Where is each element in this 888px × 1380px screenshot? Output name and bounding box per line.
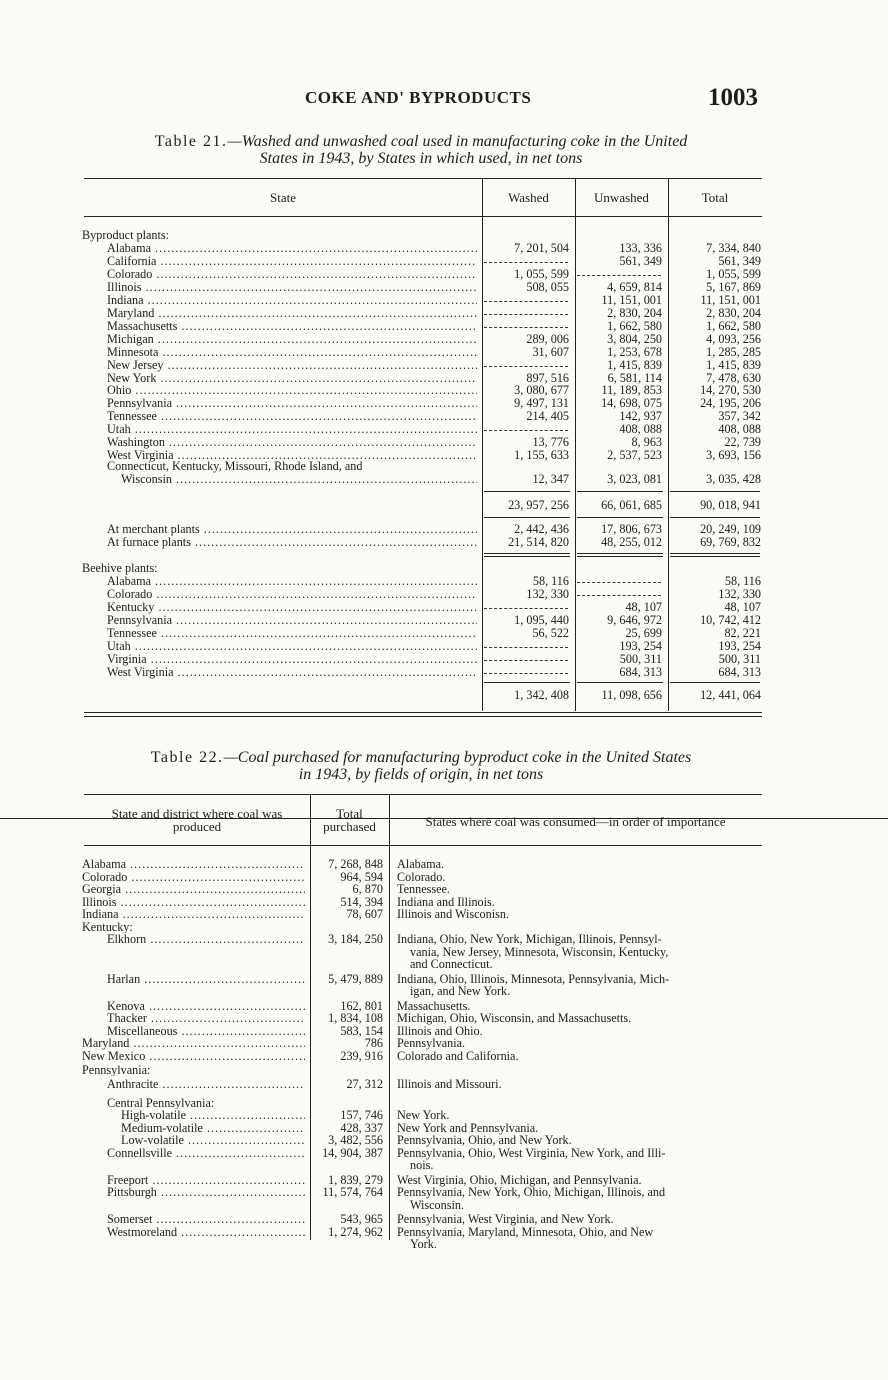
col-header-origin-line1: State and district where coal was [111, 806, 283, 821]
empty-cell-dashes [484, 366, 568, 367]
cell-state: Illinois ..... [107, 281, 477, 294]
table-row [0, 1037, 888, 1050]
table-row [0, 666, 888, 679]
cell-state: West Virginia ..... [107, 666, 477, 679]
subtotal-rule [577, 491, 663, 492]
cell-unwashed: 684, 313 [619, 664, 662, 679]
table-row [0, 473, 888, 486]
cell-state: Colorado ..... [107, 588, 477, 601]
cell-total: 2, 830, 204 [706, 305, 761, 320]
cell-unwashed: 48, 255, 012 [601, 535, 662, 549]
consumed-line: West Virginia, Ohio, Michigan, and Pennsylvania. [397, 1172, 642, 1187]
table-row [0, 883, 888, 896]
subtotal-rule [577, 556, 663, 557]
cell-purchased: 239, 916 [340, 1048, 383, 1063]
cell-origin: Pittsburgh ..... [107, 1186, 305, 1199]
cell-unwashed: 11, 151, 001 [601, 292, 662, 307]
table-row [0, 268, 888, 281]
beehive-total-row [0, 689, 888, 702]
subtotal-rule [577, 682, 663, 683]
cell-state: Indiana ..... [107, 294, 477, 307]
cell-total: 4, 093, 256 [706, 331, 761, 346]
cell-consumed [397, 1213, 762, 1226]
cell-origin: Alabama ..... [82, 858, 305, 871]
cell-total: 1, 662, 580 [706, 318, 761, 333]
empty-cell-dashes [484, 660, 568, 661]
cell-total: 22, 739 [724, 435, 761, 450]
cell-unwashed: 17, 806, 673 [601, 522, 662, 536]
cell-state: Ohio ..... [107, 384, 477, 397]
page-number: 1003 [708, 84, 758, 111]
cell-unwashed: 25, 699 [625, 625, 662, 640]
empty-cell-dashes [577, 275, 661, 276]
cell-consumed [397, 1037, 762, 1050]
cell-total: 408, 088 [718, 422, 761, 437]
table-row [0, 320, 888, 333]
cell-purchased: 157, 746 [340, 1108, 383, 1122]
cell-purchased: 1, 839, 279 [328, 1172, 383, 1187]
cell-purchased: 11, 574, 764 [322, 1185, 383, 1199]
multi-state-line1: Connecticut, Kentucky, Missouri, Rhode Island, and [107, 460, 363, 473]
cell-unwashed: 1, 253, 678 [607, 344, 662, 359]
cell-state: Utah ..... [107, 423, 477, 436]
cell-unwashed: 193, 254 [619, 638, 662, 653]
merchant-label: At merchant plants ..... [107, 523, 477, 536]
cell-unwashed: 66, 061, 685 [601, 498, 662, 512]
cell-unwashed: 3, 023, 081 [607, 472, 662, 486]
col-header-consumed: States where coal was consumed—in order of importance [425, 814, 726, 829]
cell-origin: Kentucky: [82, 920, 133, 933]
cell-unwashed: 14, 698, 075 [601, 396, 662, 411]
col-header-origin-line2: produced [172, 819, 222, 834]
cell-total: 5, 167, 869 [706, 279, 761, 294]
cell-washed: 1, 155, 633 [514, 448, 569, 463]
table22-header-rule [84, 845, 762, 846]
consumed-line: Colorado and California. [397, 1048, 519, 1063]
cell-washed: 1, 055, 599 [514, 266, 569, 281]
cell-origin: Anthracite ..... [107, 1078, 305, 1091]
cell-purchased: 786 [364, 1036, 383, 1050]
cell-state: New Jersey ..... [107, 359, 477, 372]
table-row [0, 255, 888, 268]
cell-total: 1, 415, 839 [706, 357, 761, 372]
cell-unwashed: 133, 336 [619, 241, 662, 255]
cell-state: Pennsylvania ..... [107, 614, 477, 627]
cell-washed: 56, 522 [532, 625, 569, 640]
cell-washed: 1, 095, 440 [514, 612, 569, 627]
empty-cell-dashes [484, 314, 568, 315]
cell-origin: Thacker ..... [107, 1012, 305, 1025]
cell-state: Tennessee ..... [107, 410, 477, 423]
cell-washed: 289, 006 [526, 331, 569, 346]
table-row [0, 1147, 888, 1172]
table-row [0, 1134, 888, 1147]
cell-origin: Central Pennsylvania: [107, 1096, 215, 1109]
cell-consumed [397, 1186, 762, 1211]
cell-total: 3, 693, 156 [706, 448, 761, 463]
cell-state: West Virginia ..... [107, 449, 477, 462]
running-title: COKE AND' BYPRODUCTS [305, 88, 532, 107]
table22-caption-line2: in 1943, by fields of origin, in net tons [298, 766, 544, 783]
consumed-line: Massachusetts. [397, 998, 471, 1013]
cell-consumed [397, 1078, 762, 1091]
table-row [0, 1050, 888, 1063]
cell-washed: 214, 405 [526, 409, 569, 424]
empty-cell-dashes [484, 301, 568, 302]
cell-total: 14, 270, 530 [700, 383, 761, 398]
table-row [0, 601, 888, 614]
cell-state: Colorado ..... [107, 268, 477, 281]
cell-state: Alabama ..... [107, 575, 477, 588]
cell-washed: 132, 330 [526, 586, 569, 601]
cell-purchased: 1, 274, 962 [328, 1224, 383, 1239]
subtotal-rule [577, 553, 663, 554]
cell-total: 24, 195, 206 [700, 396, 761, 411]
table21-caption [80, 133, 762, 167]
cell-state: Michigan ..... [107, 333, 477, 346]
consumed-line: Illinois and Missouri. [397, 1077, 502, 1091]
cell-unwashed: 8, 963 [631, 435, 662, 450]
table-row [0, 640, 888, 653]
cell-origin: Westmoreland ..... [107, 1226, 305, 1239]
cell-unwashed: 3, 804, 250 [607, 331, 662, 346]
table-row [0, 346, 888, 359]
col-header-state: State [270, 190, 296, 205]
empty-cell-dashes [484, 608, 568, 609]
empty-cell-dashes [484, 262, 568, 263]
cell-washed: 12, 347 [532, 472, 569, 486]
empty-cell-dashes [577, 595, 661, 596]
col-header-washed: Washed [508, 190, 549, 205]
cell-washed: 21, 514, 820 [508, 535, 569, 549]
consumed-line: Colorado. [397, 869, 446, 884]
cell-consumed [397, 933, 762, 971]
cell-state: Washington ..... [107, 436, 477, 449]
table-row [0, 588, 888, 601]
cell-state: Minnesota ..... [107, 346, 477, 359]
cell-washed: 7, 201, 504 [514, 241, 569, 255]
cell-total: 500, 311 [718, 651, 761, 666]
consumed-line: Alabama. [397, 857, 445, 871]
cell-total: 7, 334, 840 [706, 241, 761, 255]
subtotal-rule [484, 517, 570, 518]
consumed-line: Illinois and Wisconisn. [397, 907, 510, 921]
cell-consumed [397, 1050, 762, 1063]
table21-caption-line1: —Washed and unwashed coal used in manufacturing coke in the United [227, 133, 688, 150]
cell-consumed [397, 1147, 762, 1172]
table21-bottom-rule [84, 716, 762, 717]
cell-origin: Pennsylvania: [82, 1063, 151, 1076]
cell-total: 1, 055, 599 [706, 266, 761, 281]
cell-washed: 3, 080, 677 [514, 383, 569, 398]
table21-top-rule [84, 178, 762, 179]
table-row [0, 653, 888, 666]
subtotal-rule [484, 553, 570, 554]
cell-origin: Medium-volatile ..... [121, 1122, 305, 1135]
consumed-line: nois. [410, 1158, 434, 1172]
subtotal-rule [670, 491, 760, 492]
cell-unwashed: 11, 189, 853 [601, 383, 662, 398]
cell-unwashed: 561, 349 [619, 253, 662, 268]
cell-origin: Miscellaneous ..... [107, 1025, 305, 1038]
byproduct-heading: Byproduct plants: [82, 229, 169, 242]
cell-origin: Elkhorn ..... [107, 933, 305, 946]
cell-total: 48, 107 [724, 599, 761, 614]
cell-total: 69, 769, 832 [700, 535, 761, 549]
table21-header-rule [84, 216, 762, 217]
subtotal-rule [484, 682, 570, 683]
byproduct-total-row [0, 499, 888, 512]
cell-purchased: 428, 337 [340, 1120, 383, 1135]
cell-total: 684, 313 [718, 664, 761, 679]
cell-origin: Kenova ..... [107, 1000, 305, 1013]
cell-origin: High-volatile ..... [121, 1109, 305, 1122]
cell-washed: 897, 516 [526, 370, 569, 385]
cell-washed: 31, 607 [532, 344, 569, 359]
table-row [0, 359, 888, 372]
cell-state: Utah ..... [107, 640, 477, 653]
cell-unwashed: 6, 581, 114 [607, 370, 662, 385]
table-row [0, 1109, 888, 1122]
cell-origin: Connellsville ..... [107, 1147, 305, 1160]
cell-origin: Harlan ..... [107, 973, 305, 986]
cell-origin: Somerset ..... [107, 1213, 305, 1226]
table22-caption-line1: —Coal purchased for manufacturing byproduct coke in the United States [223, 749, 692, 766]
cell-purchased: 78, 607 [346, 907, 383, 921]
table-row [0, 1012, 888, 1025]
table-row [0, 908, 888, 921]
col-header-unwashed: Unwashed [594, 190, 649, 205]
empty-cell-dashes [577, 582, 661, 583]
table-row [0, 1078, 888, 1091]
empty-cell-dashes [484, 430, 568, 431]
table21-label: Table 21. [154, 133, 228, 150]
consumed-line: Michigan, Ohio, Wisconsin, and Massachusetts. [397, 1011, 632, 1025]
cell-consumed [397, 858, 762, 871]
cell-origin: New Mexico ..... [82, 1050, 305, 1063]
col-header-purchased [310, 807, 389, 833]
cell-state: New York ..... [107, 372, 477, 385]
consumed-line: Pennsylvania, West Virginia, and New York. [397, 1212, 614, 1226]
cell-origin: Illinois ..... [82, 896, 305, 909]
empty-cell-dashes [484, 673, 568, 674]
cell-unwashed: 142, 937 [619, 409, 662, 424]
subtotal-rule [670, 682, 760, 683]
subtotal-rule [670, 556, 760, 557]
consumed-line: New York. [397, 1108, 450, 1122]
consumed-line: Tennessee. [397, 882, 450, 896]
subtotal-rule [670, 517, 760, 518]
table22-label: Table 22. [150, 749, 224, 766]
cell-total: 132, 330 [718, 586, 761, 601]
consumed-line: Pennsylvania, Maryland, Minnesota, Ohio, and New [397, 1224, 654, 1239]
cell-unwashed: 1, 415, 839 [607, 357, 662, 372]
cell-origin: Freeport ..... [107, 1174, 305, 1187]
col-header-purchased-line2: purchased [323, 819, 376, 834]
cell-consumed [397, 1226, 762, 1251]
cell-unwashed: 500, 311 [619, 651, 662, 666]
consumed-line: York. [410, 1237, 437, 1251]
consumed-line: Pennsylvania, New York, Ohio, Michigan, Illinois, and [397, 1185, 666, 1199]
cell-state: Alabama ..... [107, 242, 477, 255]
table-row [0, 1064, 888, 1077]
beehive-heading: Beehive plants: [82, 562, 158, 575]
table-row [0, 1226, 888, 1251]
cell-washed: 2, 442, 436 [514, 522, 569, 536]
cell-total: 12, 441, 064 [700, 688, 761, 702]
cell-washed: 9, 497, 131 [514, 396, 569, 411]
cell-origin: Indiana ..... [82, 908, 305, 921]
cell-purchased: 14, 904, 387 [322, 1145, 383, 1160]
cell-consumed [397, 883, 762, 896]
cell-washed: 23, 957, 256 [508, 498, 569, 512]
consumed-line: igan, and New York. [410, 984, 511, 998]
table-row [0, 294, 888, 307]
cell-purchased: 1, 834, 108 [328, 1011, 383, 1025]
cell-consumed [397, 973, 762, 998]
cell-total: 193, 254 [718, 638, 761, 653]
table-row [0, 858, 888, 871]
cell-origin: Georgia ..... [82, 883, 305, 896]
consumed-line: Indiana and Illinois. [397, 894, 495, 909]
table-row [0, 1186, 888, 1211]
cell-unwashed: 408, 088 [619, 422, 662, 437]
cell-unwashed: 11, 098, 656 [601, 688, 662, 702]
cell-total: 7, 478, 630 [706, 370, 761, 385]
cell-total: 90, 018, 941 [700, 498, 761, 512]
cell-state: Massachusetts ..... [107, 320, 477, 333]
cell-purchased: 3, 482, 556 [328, 1133, 383, 1147]
cell-purchased: 543, 965 [340, 1212, 383, 1226]
cell-consumed [397, 1134, 762, 1147]
empty-cell-dashes [484, 327, 568, 328]
cell-total: 20, 249, 109 [700, 522, 761, 536]
consumed-line: Wisconsin. [410, 1197, 465, 1212]
cell-total: 1, 285, 285 [706, 344, 761, 359]
cell-total: 561, 349 [718, 253, 761, 268]
cell-unwashed: 48, 107 [625, 599, 662, 614]
col-header-purchased-line1: Total [336, 806, 363, 821]
table-row [0, 333, 888, 346]
cell-unwashed: 1, 662, 580 [607, 318, 662, 333]
consumed-line: Pennsylvania, Ohio, and New York. [397, 1133, 572, 1147]
cell-purchased: 514, 394 [340, 894, 383, 909]
cell-total: 82, 221 [724, 625, 761, 640]
cell-state: California ..... [107, 255, 477, 268]
furnace-label: At furnace plants ..... [107, 536, 477, 549]
table-row [0, 1213, 888, 1226]
cell-unwashed: 9, 646, 972 [607, 612, 662, 627]
cell-purchased: 964, 594 [340, 869, 383, 884]
cell-total: 3, 035, 428 [706, 472, 761, 486]
cell-total: 357, 342 [718, 409, 761, 424]
col-header-total: Total [701, 190, 729, 205]
cell-total: 11, 151, 001 [700, 292, 761, 307]
table-row [0, 933, 888, 971]
cell-washed: 58, 116 [532, 574, 569, 588]
cell-purchased: 5, 479, 889 [328, 971, 383, 986]
consumed-line: Pennsylvania. [397, 1036, 466, 1050]
cell-purchased: 583, 154 [340, 1023, 383, 1038]
cell-origin: Low-volatile ..... [121, 1134, 305, 1147]
cell-unwashed: 4, 659, 814 [607, 279, 662, 294]
cell-purchased: 27, 312 [346, 1077, 383, 1091]
consumed-line: Illinois and Ohio. [397, 1023, 483, 1038]
cell-consumed [397, 871, 762, 884]
table-row [0, 614, 888, 627]
cell-state: Tennessee ..... [107, 627, 477, 640]
cell-state: Maryland ..... [107, 307, 477, 320]
consumed-line: New York and Pennsylvania. [397, 1120, 539, 1135]
consumed-line: Indiana, Ohio, Illinois, Minnesota, Pennsylvania, Mich- [397, 971, 670, 986]
multi-state-line2: Wisconsin ..... [121, 473, 477, 486]
subtotal-rule [484, 491, 570, 492]
cell-state: Kentucky ..... [107, 601, 477, 614]
table-row [0, 307, 888, 320]
cell-consumed [397, 1012, 762, 1025]
cell-state: Virginia ..... [107, 653, 477, 666]
cell-purchased: 6, 870 [352, 882, 383, 896]
cell-origin: Colorado ..... [82, 871, 305, 884]
table-row [0, 627, 888, 640]
cell-total: 10, 742, 412 [700, 612, 761, 627]
cell-washed: 1, 342, 408 [514, 688, 569, 702]
empty-cell-dashes [484, 647, 568, 648]
consumed-line: vania, New Jersey, Minnesota, Wisconsin, Kentucky, [410, 944, 669, 959]
cell-washed: 508, 055 [526, 279, 569, 294]
cell-state: Pennsylvania ..... [107, 397, 477, 410]
cell-unwashed: 2, 537, 523 [607, 448, 662, 463]
table21-caption-line2: States in 1943, by States in which used, in net tons [259, 150, 583, 167]
subtotal-rule [577, 517, 663, 518]
table22-caption [80, 749, 762, 783]
cell-purchased: 3, 184, 250 [328, 932, 383, 946]
cell-consumed [397, 1109, 762, 1122]
consumed-line: Pennsylvania, Ohio, West Virginia, New York, and Illi- [397, 1145, 666, 1160]
consumed-line: Indiana, Ohio, New York, Michigan, Illinois, Pennsyl- [397, 932, 662, 946]
cell-washed: 13, 776 [532, 435, 569, 450]
cell-total: 58, 116 [724, 574, 761, 588]
col-header-origin [84, 807, 310, 833]
cell-origin: Maryland ..... [82, 1037, 305, 1050]
table21-bottom-rule [84, 712, 762, 713]
subtotal-rule [484, 556, 570, 557]
cell-unwashed: 2, 830, 204 [607, 305, 662, 320]
table-row [0, 281, 888, 294]
subtotal-rule [670, 553, 760, 554]
furnace-row [0, 536, 888, 549]
cell-purchased: 162, 801 [340, 998, 383, 1013]
table-row [0, 973, 888, 998]
cell-purchased: 7, 268, 848 [328, 857, 383, 871]
table22-top-rule [84, 794, 762, 795]
consumed-line: and Connecticut. [410, 957, 493, 971]
cell-consumed [397, 908, 762, 921]
